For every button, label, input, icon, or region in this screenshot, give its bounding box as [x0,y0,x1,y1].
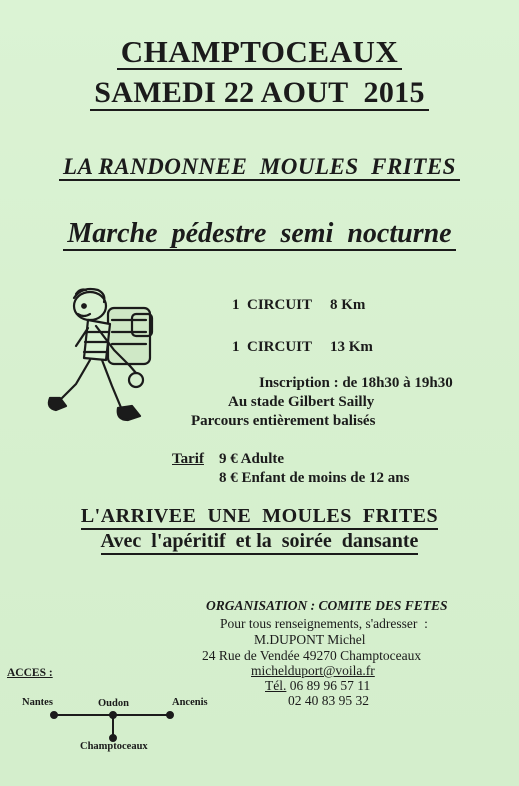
contact-address: 24 Rue de Vendée 49270 Champtoceaux [202,648,422,663]
contact-intro: Pour tous renseignements, s'adresser : [220,616,428,631]
contact-phone-1 [265,678,370,694]
circuit-label: 1 CIRCUIT [232,339,313,355]
tel-label: Tél. [265,678,287,693]
town-heading [0,34,519,70]
circuit-1 [232,297,365,314]
hiker-illustration [36,280,166,430]
tarif-label: Tarif [172,451,204,467]
arrival-heading: L'ARRIVEE UNE MOULES FRITES [0,505,519,528]
price-adult: 9 € Adulte [219,451,285,467]
tel-number-1: 06 89 96 57 11 [289,678,371,693]
map-place-ancenis: Ancenis [172,697,208,708]
inscription-hours: Inscription : de 18h30 à 19h30 [259,375,453,391]
organisation-title: ORGANISATION : COMITE DES FETES [206,598,448,613]
circuit-distance: 13 Km [330,339,373,355]
event-date: SAMEDI 22 AOUT 2015 [90,78,429,111]
circuit-label: 1 CIRCUIT [232,297,313,313]
map-place-champtoceaux: Champtoceaux [80,741,148,752]
arrival-subheading: Avec l'apéritif et la soirée dansante [0,530,519,553]
route-text: Parcours entièrement balisés [191,413,376,429]
date-heading [0,76,519,111]
contact-phone-2: 02 40 83 95 32 [288,693,369,708]
contact-email[interactable]: michelduport@voila.fr [251,663,375,678]
access-title: ACCES : [7,667,53,679]
map-place-nantes: Nantes [22,697,53,708]
circuit-distance: 8 Km [330,297,366,313]
contact-name: M.DUPONT Michel [254,632,366,647]
event-subtitle: Marche pédestre semi nocturne [0,218,519,251]
map-place-oudon: Oudon [98,698,129,709]
price-child: 8 € Enfant de moins de 12 ans [219,470,410,486]
location-text: Au stade Gilbert Sailly [228,394,375,410]
event-title: LA RANDONNEE MOULES FRITES [0,154,519,181]
town-title: CHAMPTOCEAUX [117,36,403,70]
circuit-2 [232,339,373,356]
